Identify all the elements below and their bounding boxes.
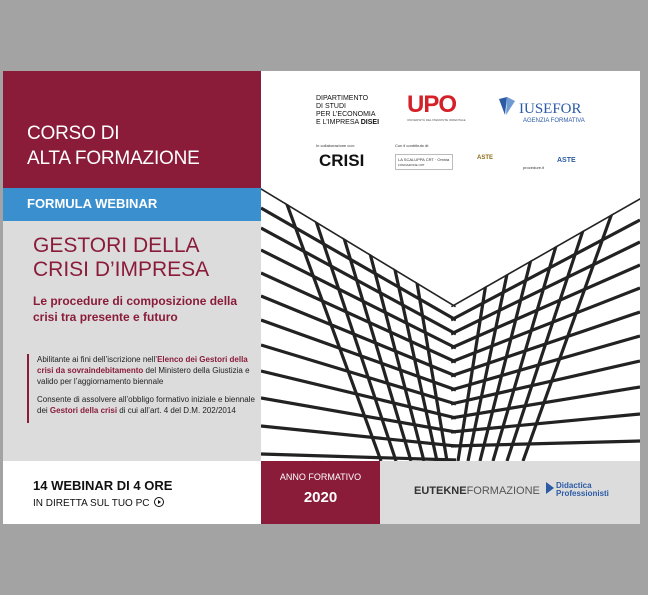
info-block: [27, 354, 257, 423]
didactica-logo: [556, 482, 609, 498]
architecture-photo: [261, 188, 640, 461]
crisi-logo: CRISI: [319, 151, 365, 170]
course-title-line-1: GESTORI DELLA: [33, 234, 200, 257]
iusefor-subtitle: AGENZIA FORMATIVA: [523, 118, 585, 124]
course-header: [3, 71, 261, 188]
partner-logos: [261, 71, 640, 188]
course-type-title: [27, 121, 200, 171]
sponsor-4-logo: ASTE: [557, 157, 576, 164]
info1-text-end: del Ministero della Giustizia e valido per l’aggiornamento biennale: [37, 366, 250, 386]
disei-bold: DISEI: [360, 119, 380, 126]
info1-text: Abilitante ai fini dell’iscrizione nell’: [37, 355, 158, 364]
webinar-count: 14 WEBINAR DI 4 ORE: [33, 478, 173, 493]
eutekne-logo: [414, 485, 540, 497]
upo-subtitle: UNIVERSITÀ DEL PIEMONTE ORIENTALE: [407, 118, 466, 122]
title-line-2: ALTA FORMAZIONE: [27, 148, 200, 169]
info-paragraph-2: [37, 394, 257, 416]
disei-line-4: [316, 119, 379, 127]
live-label: IN DIRETTA SUL TUO PC: [33, 498, 150, 509]
course-title-line-2: CRISI D’IMPRESA: [33, 258, 210, 281]
disei-line-2: DI STUDI: [316, 103, 346, 110]
title-line-1: CORSO DI: [27, 123, 120, 144]
disei-line-4-text: E L’IMPRESA: [316, 119, 361, 126]
year-value: 2020: [303, 489, 338, 506]
upo-logo: UPO: [407, 91, 457, 118]
course-subtitle: Le procedure di composizione della crisi tra presente e futuro: [33, 294, 238, 324]
didactica-icon: [546, 482, 554, 494]
sponsor-3-logo: procedure.it: [523, 165, 545, 170]
info2-text-end: di cui all’art. 4 del D.M. 202/2014: [117, 406, 236, 415]
disei-line-1: DIPARTIMENTO: [316, 95, 369, 102]
info1-bold: Elenco dei Gestori della crisi da sovraindebitamento: [37, 355, 248, 375]
iusefor-mark-icon: [497, 95, 517, 117]
didactica-line-2: Professionisti: [556, 489, 609, 498]
webinar-info: [3, 461, 261, 524]
info2-bold: Gestori della crisi: [49, 406, 118, 415]
year-label: ANNO FORMATIVO: [279, 472, 362, 482]
play-icon: [154, 497, 164, 507]
disei-logo: [316, 95, 379, 127]
live-line: [33, 497, 164, 509]
formula-bar: [3, 188, 261, 221]
sponsor-2-logo: ASTE: [477, 155, 494, 161]
footer-brands: [380, 461, 640, 524]
didactica-line-1: Didactica: [556, 481, 592, 490]
building-image: [261, 188, 640, 461]
contrib-label: Con il contributo di:: [395, 143, 430, 148]
sponsor-1-text: LA SCALUPPA CRT · Omnia: [398, 157, 450, 162]
iusefor-logo: IUSEFOR: [519, 101, 582, 117]
brochure-card: [3, 71, 640, 524]
disei-line-3: PER L’ECONOMIA: [316, 111, 376, 118]
sponsor-1-logo: [395, 154, 453, 170]
eutekne-a: EUTEKNE: [414, 485, 467, 497]
info-paragraph-1: [37, 354, 257, 387]
sponsor-1-sub: FONDAZIONE CRT: [398, 163, 425, 167]
eutekne-b: FORMAZIONE: [466, 485, 540, 497]
formula-label: FORMULA WEBINAR: [27, 196, 158, 211]
info2-text: Consente di assolvere all’obbligo formativo iniziale e biennale dei: [37, 395, 255, 415]
year-box: [261, 461, 380, 524]
course-title: [33, 234, 209, 282]
course-details: [3, 221, 261, 461]
collab-label: In collaborazione con:: [316, 143, 355, 148]
